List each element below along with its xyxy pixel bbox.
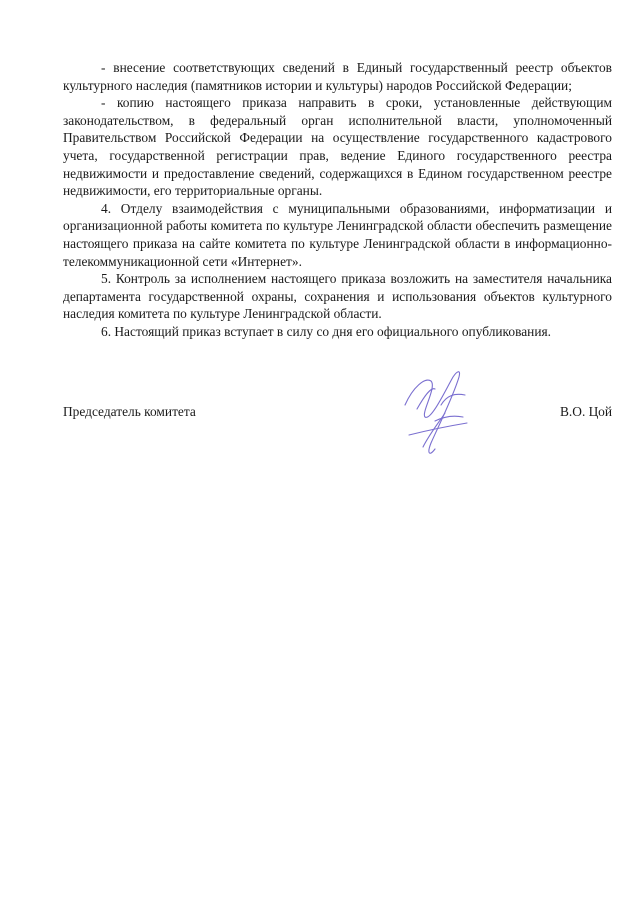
paragraph-item-4: 4. Отделу взаимодействия с муниципальными образованиями, информатизации и организационной работы комитета по культуре Ленинградской области обеспечить размещение настоящего приказа на сайте комитета по культуре Ленинградской области в информационно-телекоммуникационной сети «Интернет». — [63, 200, 612, 269]
signature-block — [63, 403, 612, 423]
paragraph-registry-entry: - внесение соответствующих сведений в Единый государственный реестр объектов культурного наследия (памятников истории и культуры) народов Российской Федерации; — [63, 60, 612, 93]
signatory-position: Председатель комитета — [63, 404, 196, 419]
document-body — [63, 59, 612, 341]
paragraph-item-5: 5. Контроль за исполнением настоящего приказа возложить на заместителя начальника департамента государственной охраны, сохранения и использования объектов культурного наследия комитета по культуре Ленинградской области. — [63, 271, 612, 322]
paragraph-copy-distribution: - копию настоящего приказа направить в сроки, установленные действующим законодательством, в федеральный орган исполнительной власти, уполномоченный Правительством Российской Федерации на осуществление государственного кадастрового учета, государственной регистрации прав, ведение Единого государственного реестра недвижимости и предоставление сведений, содержащихся в Едином государственном реестре недвижимости, его территориальные органы. — [63, 95, 612, 199]
signatory-name: В.О. Цой — [560, 404, 612, 419]
paragraph-item-6: 6. Настоящий приказ вступает в силу со дня его официального опубликования. — [101, 323, 551, 339]
